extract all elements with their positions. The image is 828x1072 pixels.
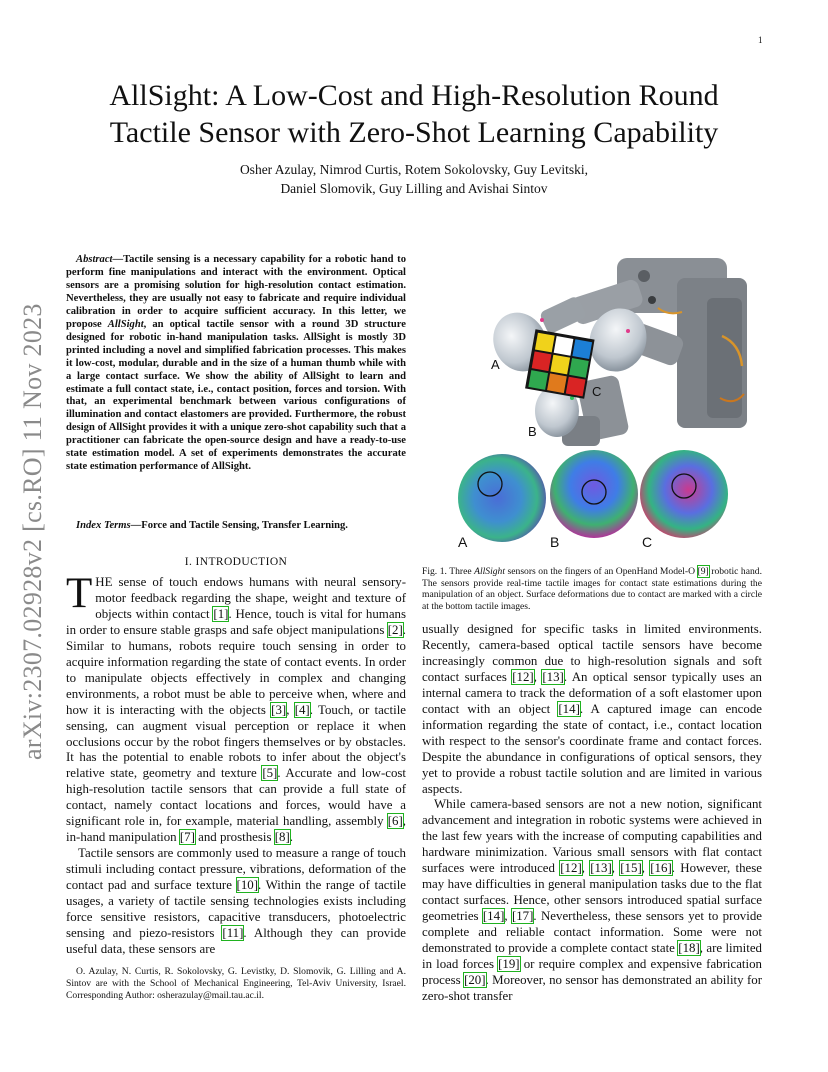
caption-text: sensors on the fingers of an OpenHand Model-O xyxy=(505,566,698,577)
intro-text: . Although they can provide useful data, these sensors are xyxy=(66,925,407,956)
intro-text: . Accurate and low-cost high-resolution tactile sensors that can provide a full state of contact, namely contact locations and forces, would have a significant role in, for example, material handling, assembly xyxy=(66,766,407,829)
index-terms-text: —Force and Tactile Sensing, Transfer Learning. xyxy=(130,520,348,531)
sensor-label-b: B xyxy=(528,424,537,439)
body-text: , xyxy=(641,861,651,876)
citation-link[interactable]: [17] xyxy=(511,909,534,924)
introduction-body xyxy=(66,570,407,958)
caption-sensor-name: AllSight xyxy=(474,566,506,577)
figure-1-image xyxy=(422,248,762,553)
right-column-body xyxy=(422,622,762,1005)
citation-link[interactable]: [11] xyxy=(222,925,244,940)
body-text: usually designed for specific tasks in limited environments. Recently, camera-based optical tactile sensors have become increasingly common due to high-resolution signals and soft contact surfaces xyxy=(422,622,762,684)
figure-1-caption xyxy=(422,566,762,613)
right-paragraph-2 xyxy=(422,797,762,1004)
intro-text: . Within the range of tactile usages, a variety of tactile sensing technologies exists including force sensitive resistors, capacitive transducers, photoelectric sensing and piezo-resistors xyxy=(66,878,406,940)
body-text: , xyxy=(504,909,512,924)
intro-text: , in-hand manipulation xyxy=(66,814,406,845)
tactile-label-b: B xyxy=(550,534,560,550)
citation-link[interactable]: [10] xyxy=(236,878,259,893)
citation-link[interactable]: [7] xyxy=(179,830,195,845)
tactile-label-c: C xyxy=(642,534,653,550)
citation-link[interactable]: [13] xyxy=(590,861,612,876)
citation-link[interactable]: [19] xyxy=(498,957,520,972)
citation-link[interactable]: [16] xyxy=(650,861,672,876)
abstract-text-1: —Tactile sensing is a necessary capability for a robotic hand to perform fine manipulations and interact with the environment. Optical sensors are a promising solution for high-resolution contact estimation. Nevertheless, they are usually not easy to fabricate and require individual calibration in order to acquire sufficient accuracy. In this letter, we propose xyxy=(66,254,406,330)
body-text: . However, these may have difficulties in general manipulation tasks due to the flat contact surfaces. Hence, other sensors introduced spatial surface geometries xyxy=(422,861,762,924)
rubiks-cube xyxy=(525,329,595,399)
intro-paragraph-1 xyxy=(66,570,407,846)
title-line-2: Tactile Sensor with Zero-Shot Learning Capability xyxy=(109,116,719,149)
drop-cap: T xyxy=(66,570,93,617)
section-heading-introduction: I. INTRODUCTION xyxy=(184,556,288,568)
intro-text: . Touch, or tactile sensing, can augment visual perception or replace it when occlusions occur by the robot fingers themselves or by obstacles. It has the potential to enable robots to infer about the object's relative state, geometry and texture xyxy=(66,702,406,781)
caption-text: robotic hand. The sensors provide real-time tactile images for contact state estimations during the manipulation of an object. Surface deformations due to contact are marked with a circle at the bottom tactile images. xyxy=(422,566,762,613)
body-text: , xyxy=(533,669,543,684)
citation-link[interactable]: [1] xyxy=(213,606,229,621)
citation-link[interactable]: [12] xyxy=(560,861,582,876)
citation-link[interactable]: [5] xyxy=(262,766,278,781)
body-text: While camera-based sensors are not a new notion, significant advancement and integration in robotic systems were achieved in the last few years with the increase of computing capabilities and hardware minimization. Various small sensors with flat contact surfaces were introduced xyxy=(422,797,762,876)
title-line-1: AllSight: A Low-Cost and High-Resolution Round xyxy=(109,79,719,112)
intro-text: Tactile sensors are commonly used to measure a range of touch stimuli including contact pressure, vibrations, deformation of the contact pad and surface texture xyxy=(66,846,406,893)
index-terms-label: Index Terms xyxy=(76,520,131,531)
intro-text: . Hence, touch is vital for humans in order to ensure stable grasps and safe object manipulations xyxy=(66,606,407,637)
intro-text: and prosthesis xyxy=(194,830,275,845)
caption-text: Fig. 1. Three xyxy=(422,566,475,577)
citation-link[interactable]: [15] xyxy=(620,861,642,876)
citation-link[interactable]: [6] xyxy=(387,814,403,829)
citation-link[interactable]: [14] xyxy=(482,909,505,924)
abstract-text-2: , an optical tactile sensor with a round 3D structure designed for robotic in-hand manipulation tasks. AllSight is mostly 3D printed including a novel and simplified fabrication processes. This makes it low-cost, modular, durable and in the size of a human thumb while with a large contact surface. We show the ability of AllSight to learn and estimate a full contact state, i.e., contact position, forces and torsion. With that, an experimental benchmark between various configurations of illumination and contact elastomers are provided. Furthermore, the robust design of AllSight provides it with a unique zero-shot capability such that a practitioner can fabricate the open-source design and have a ready-to-use state estimation model. A set of experiments demonstrates the accurate state estimation performance of AllSight. xyxy=(66,318,406,473)
abstract-sensor-name: AllSight xyxy=(107,318,144,330)
intro-text: HE sense of touch endows humans with neural sensory-motor feedback regarding the shape, weight and texture of objects within contact xyxy=(95,575,406,621)
right-paragraph-1 xyxy=(422,622,762,797)
index-terms xyxy=(66,519,406,532)
body-text: . A captured image can encode information regarding the state of contact, i.e., contact location with respect to the sensor's coordinate frame and contact forces. Despite the abundance in configurations of optical sensors, they yet to provide a robust tactile solution and are limited in various aspects. xyxy=(422,701,762,796)
authors-line-1: Osher Azulay, Nimrod Curtis, Rotem Sokolovsky, Guy Levitski, xyxy=(239,162,589,177)
abstract xyxy=(66,254,406,474)
citation-link[interactable]: [2] xyxy=(387,622,403,637)
body-text: . Nevertheless, these sensors yet to provide complete and reliable contact information. Some were not demonstrated to provide a complete contact state xyxy=(422,909,763,956)
intro-text: , xyxy=(286,702,295,717)
figure-1 xyxy=(422,248,762,553)
citation-link[interactable]: [3] xyxy=(271,702,287,717)
body-text: , xyxy=(611,861,621,876)
citation-link[interactable]: [9] xyxy=(697,566,709,577)
body-text: . An optical sensor typically uses an internal camera to track the deformation of a soft elastomer upon contact with an object xyxy=(422,669,762,716)
tactile-label-a: A xyxy=(458,534,468,550)
citation-link[interactable]: [20] xyxy=(464,972,486,987)
tactile-images xyxy=(458,450,728,542)
body-text: , are limited in load forces xyxy=(422,941,762,972)
citation-link[interactable]: [8] xyxy=(274,830,290,845)
author-affiliation-footnote: O. Azulay, N. Curtis, R. Sokolovsky, G. Levistky, D. Slomovik, G. Lilling and A. Sintov are with the School of Mechanical Engineering, Tel-Aviv University, Israel. Corresponding Author: osherazulay@mail.tau.ac.il. xyxy=(66,966,406,1001)
citation-link[interactable]: [14] xyxy=(558,701,580,716)
paper-title xyxy=(40,77,788,151)
author-list xyxy=(40,160,788,198)
citation-link[interactable]: [12] xyxy=(512,669,534,684)
sensor-label-c: C xyxy=(592,384,602,399)
intro-text: . Similar to humans, robots require touch sensing in order to acquire information regarding the state of contact events. In order to manipulate objects effectively in complex and changing environments, a robot must be able to perceive when, where and how it is interacting with the objects xyxy=(66,622,406,717)
arxiv-identifier: arXiv:2307.02928v2 [cs.RO] 11 Nov 2023 xyxy=(18,303,47,760)
sensor-label-a: A xyxy=(491,357,500,372)
intro-text: . xyxy=(289,830,293,845)
authors-line-2: Daniel Slomovik, Guy Lilling and Avishai Sintov xyxy=(280,181,548,196)
citation-link[interactable]: [13] xyxy=(542,669,564,684)
abstract-label: Abstract xyxy=(76,254,113,265)
body-text: or require complex and expensive fabrication process xyxy=(422,957,762,987)
body-text: . Moreover, no sensor has demonstrated an ability for zero-shot transfer xyxy=(422,972,762,1003)
citation-link[interactable]: [4] xyxy=(294,702,310,717)
body-text: , xyxy=(581,861,591,876)
page-number: 1 xyxy=(758,35,763,45)
intro-paragraph-2 xyxy=(66,846,406,958)
citation-link[interactable]: [18] xyxy=(678,941,700,956)
